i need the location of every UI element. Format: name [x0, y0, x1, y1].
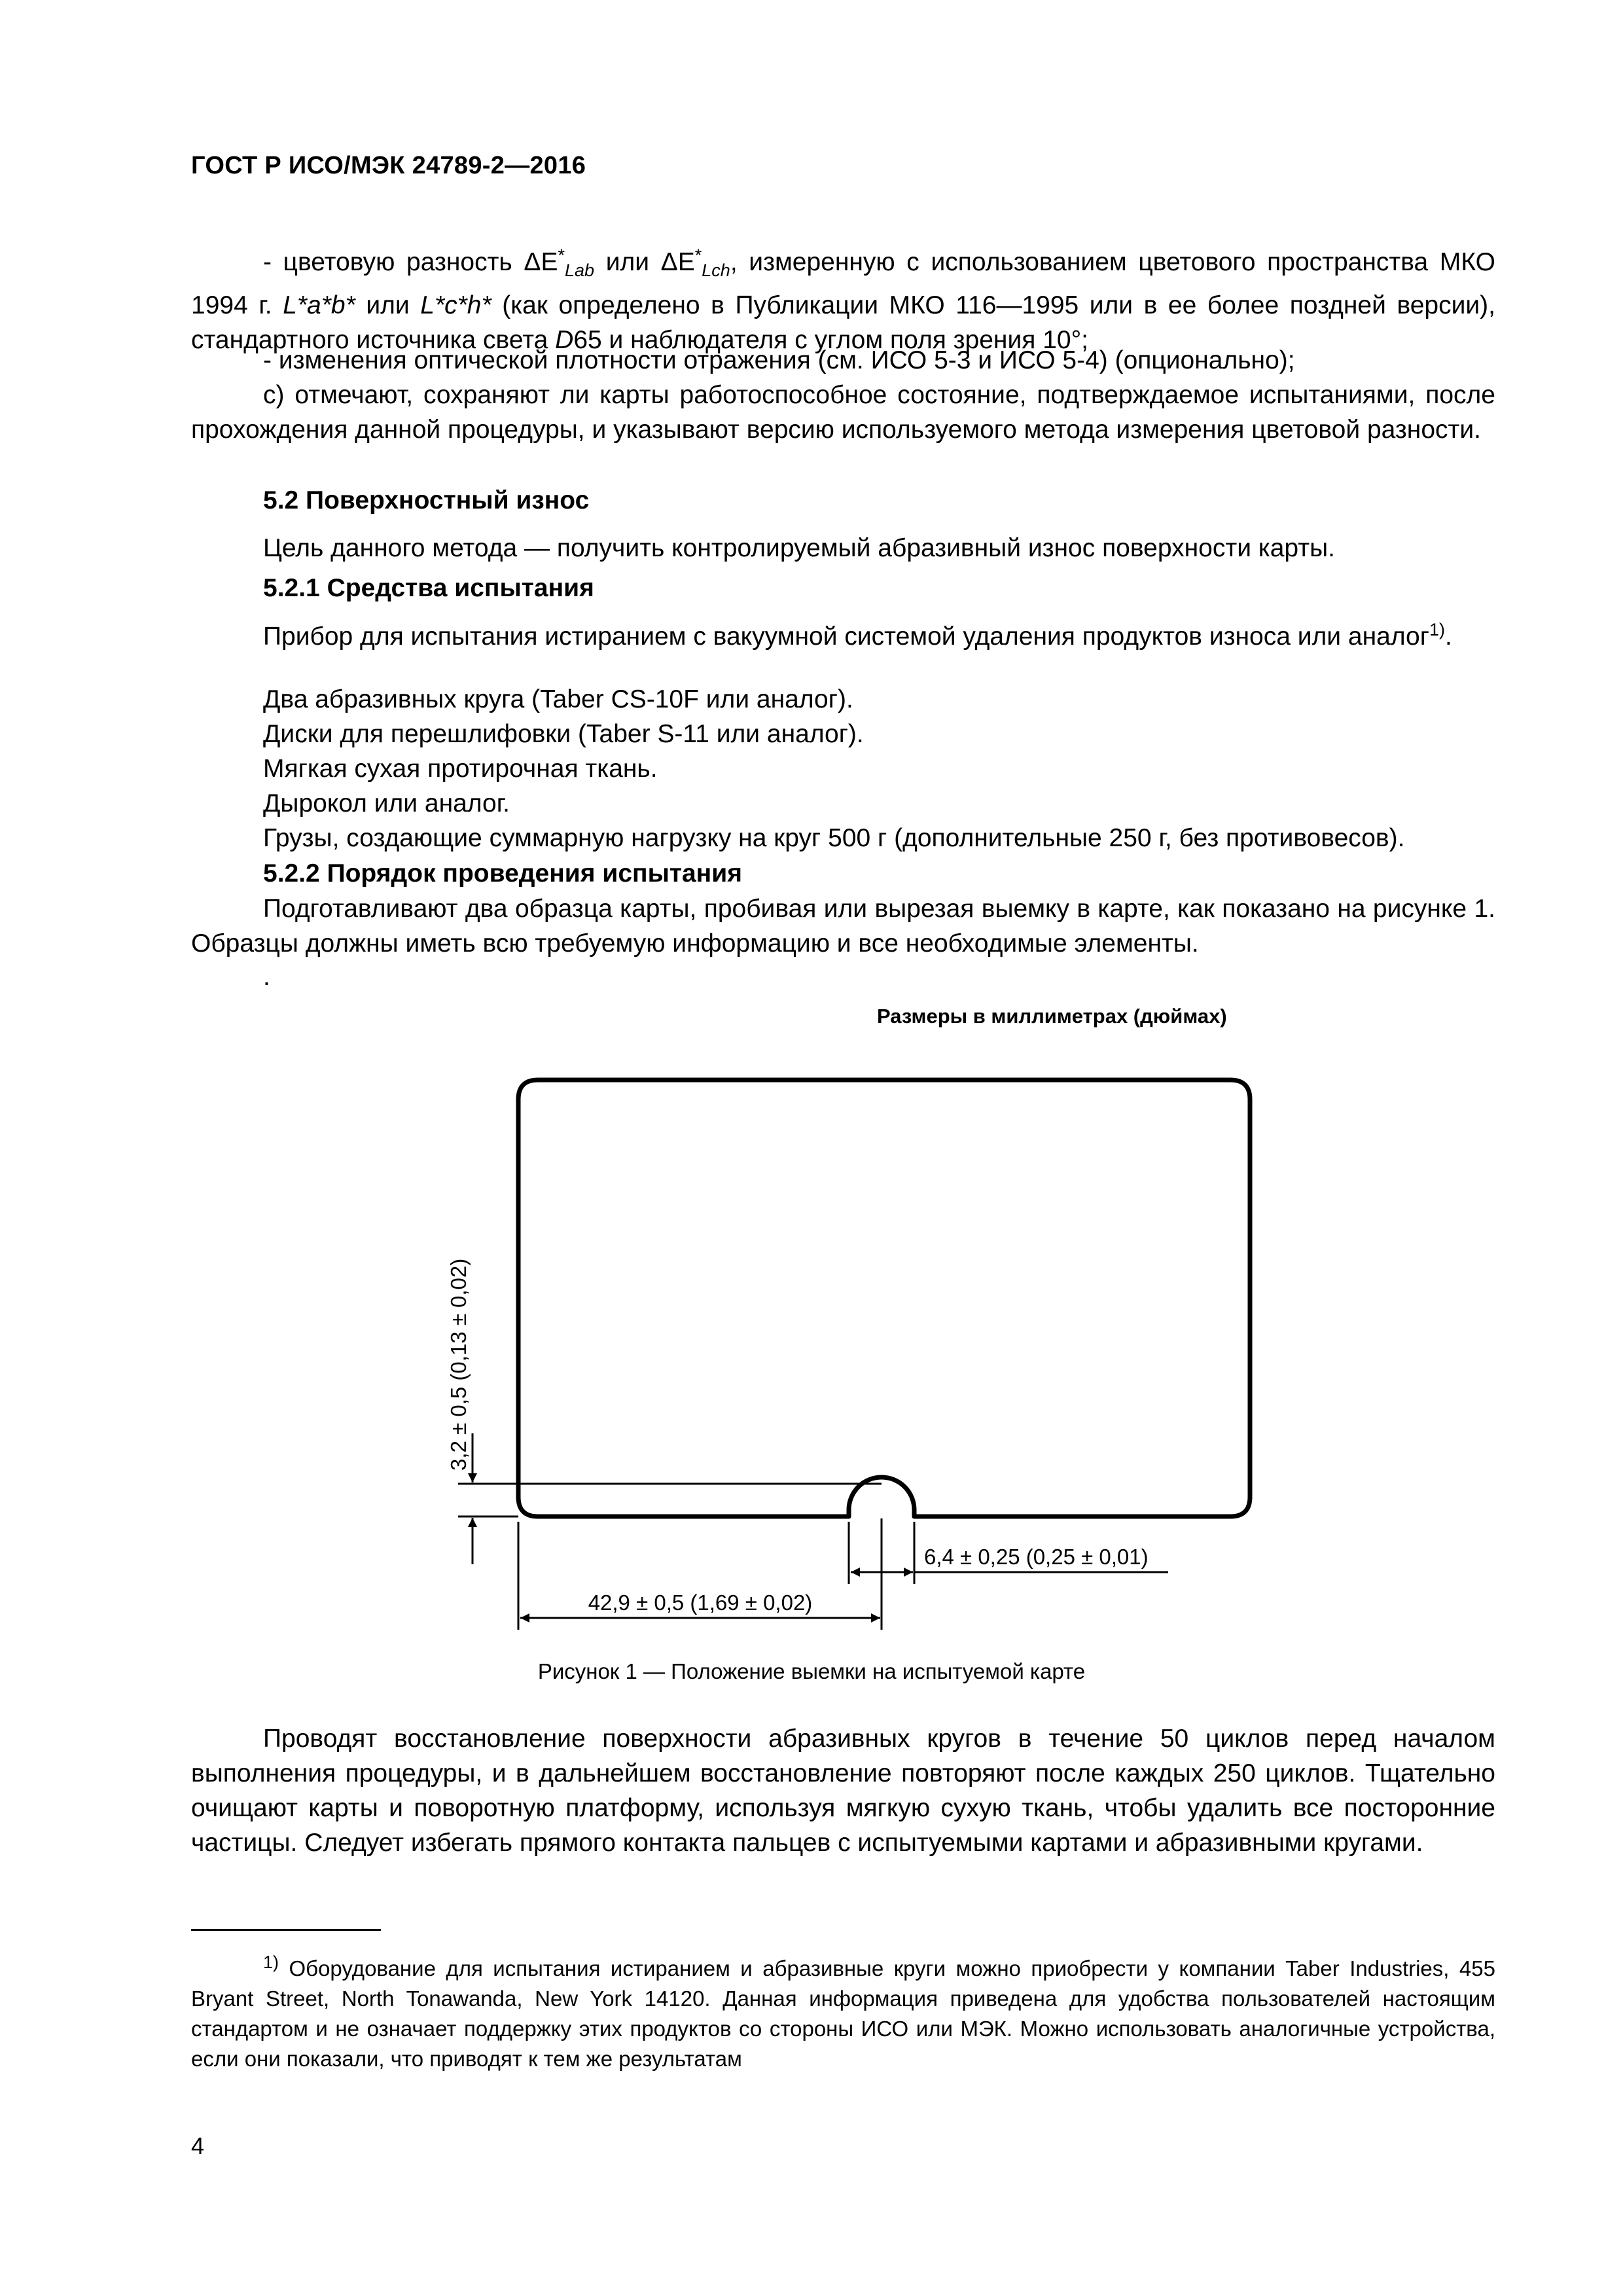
section-5-2-heading: 5.2 Поверхностный износ: [263, 486, 590, 514]
figure-units-note: Размеры в миллиметрах (дюймах): [877, 1005, 1227, 1028]
intro-color-difference: - цветовую разность $\Delta E^*_{Lab}$ или $\Delta E^*_{Lch}$, измеренную с использованием цветового пространства МКО 1994 г. L*a*b* или L*c*h* (как определено в Публикации МКО 116—1995 или в ее более поздней версии), стандартного источника света D65 и наблюдателя с углом поля зрения 10°;: [191, 245, 1496, 354]
dim-notch-width-label: 6,4 ± 0,25 (0,25 ± 0,01): [924, 1545, 1149, 1569]
section-5-2-1-heading: 5.2.1 Средства испытания: [263, 574, 594, 602]
document-header: ГОСТ Р ИСО/МЭК 24789-2—2016: [191, 152, 586, 179]
equipment-item: Грузы, создающие суммарную нагрузку на круг 500 г (дополнительные 250 г, без противовесов).: [263, 824, 1405, 852]
footnote-separator: [191, 1929, 381, 1931]
figure-caption: Рисунок 1 — Положение выемки на испытуемой карте: [537, 1659, 1086, 1683]
equipment-item: Дырокол или аналог.: [263, 789, 510, 817]
intro-optical-density: - изменения оптической плотности отражения (см. ИСО 5-3 и ИСО 5-4) (опционально);: [263, 346, 1295, 374]
dim-notch-depth-label: 3,2 ± 0,5 (0,13 ± 0,02): [446, 1258, 471, 1471]
equipment-item: Диски для перешлифовки (Taber S-11 или аналог).: [263, 720, 864, 748]
section-5-2-1-device: Прибор для испытания истиранием с вакуумной системой удаления продуктов износа или аналог$^{1)}$.: [263, 620, 1452, 651]
dim-notch-position-label: 42,9 ± 0,5 (1,69 ± 0,02): [588, 1590, 813, 1615]
section-5-2-purpose: Цель данного метода — получить контролируемый абразивный износ поверхности карты.: [263, 534, 1335, 562]
stray-dot: .: [263, 963, 270, 991]
notch-depth-dimension: [458, 1433, 882, 1564]
footnote: $^{1)}$ Оборудование для испытания истиранием и абразивные круги можно приобрести у компании Taber Industries, 455 Bryant Street, North Tonawanda, New York 14120. Данная информация приведена для удобства пользователей настоящим стандартом и не означает поддержку этих продуктов со стороны ИСО или МЭК. Можно использовать аналогичные устройства, если они показали, что приводят к тем же результатам: [191, 1952, 1495, 2071]
intro-item-c: c) отмечают, сохраняют ли карты работоспособное состояние, подтверждаемое испытаниями, после прохождения данной процедуры, и указывают версию используемого метода измерения цветовой разности.: [191, 381, 1495, 444]
equipment-item: Мягкая сухая протирочная ткань.: [263, 755, 658, 783]
section-5-2-2-heading: 5.2.2 Порядок проведения испытания: [263, 859, 742, 888]
equipment-item: Два абразивных круга (Taber CS-10F или аналог).: [263, 685, 853, 713]
after-figure-paragraph: Проводят восстановление поверхности абразивных кругов в течение 50 циклов перед началом выполнения процедуры, и в дальнейшем восстановление повторяют после каждых 250 циклов. Тщательно очищают карты и поворотную платформу, используя мягкую сухую ткань, чтобы удалить все посторонние частицы. Следует избегать прямого контакта пальцев с испытуемыми картами и абразивными кругами.: [191, 1725, 1495, 1857]
section-5-2-2-text: Подготавливают два образца карты, пробивая или вырезая выемку в карте, как показано на рисунке 1. Образцы должны иметь всю требуемую информацию и все необходимые элементы.: [191, 895, 1495, 958]
page-number: 4: [191, 2132, 205, 2159]
card-outline: [518, 1080, 1250, 1516]
